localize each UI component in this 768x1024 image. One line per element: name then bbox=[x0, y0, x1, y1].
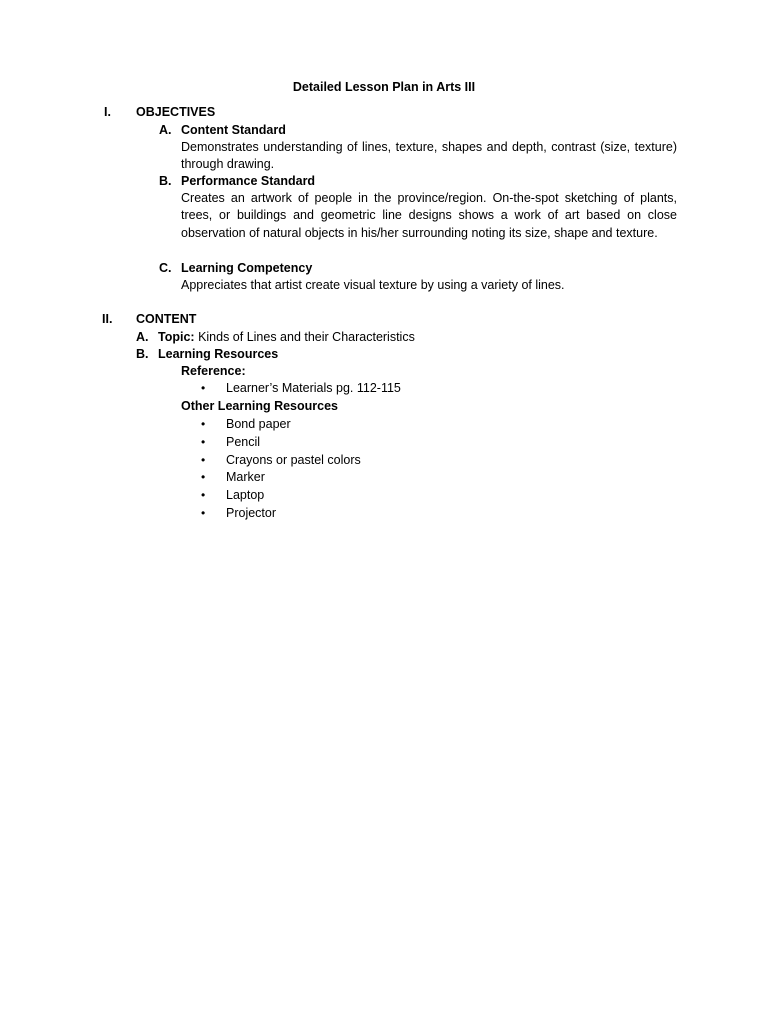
subsection-letter: C. bbox=[159, 260, 172, 275]
topic-line bbox=[158, 329, 415, 346]
list-item: Learner’s Materials pg. 112-115 bbox=[226, 381, 401, 395]
document-title: Detailed Lesson Plan in Arts III bbox=[292, 80, 476, 94]
bullet-icon: • bbox=[201, 506, 206, 520]
list-item: Crayons or pastel colors bbox=[226, 452, 361, 467]
section-numeral: I. bbox=[104, 105, 111, 119]
bullet-icon: • bbox=[201, 452, 206, 467]
topic-label: Topic: bbox=[158, 329, 195, 344]
list-item: Projector bbox=[226, 506, 277, 520]
subsection-letter: B. bbox=[159, 174, 172, 188]
list-item: Bond paper bbox=[226, 416, 291, 431]
subsection-heading: Learning Resources bbox=[158, 346, 279, 361]
topic-text: Kinds of Lines and their Characteristics bbox=[198, 329, 415, 344]
other-resources-label: Other Learning Resources bbox=[181, 399, 338, 413]
bullet-icon: • bbox=[201, 488, 206, 502]
learning-competency-text: Appreciates that artist create visual texture by using a variety of lines. bbox=[181, 277, 565, 292]
list-item: Laptop bbox=[226, 488, 265, 502]
section-numeral: II. bbox=[102, 312, 113, 326]
bullet-icon: • bbox=[201, 416, 206, 431]
list-item: Marker bbox=[226, 470, 265, 484]
bullet-icon: • bbox=[201, 434, 206, 449]
performance-standard-text: Creates an artwork of people in the province/region. On-the-spot sketching of plants, trees, or buildings and geometric line designs shows a work of art based on close observation of natural objects in his/her surrounding noting its size, shape and texture. bbox=[181, 191, 677, 240]
subsection-heading: Learning Competency bbox=[181, 260, 313, 275]
bullet-icon: • bbox=[201, 381, 206, 395]
reference-label: Reference: bbox=[181, 364, 246, 378]
subsection-letter: B. bbox=[136, 346, 149, 361]
subsection-heading: Content Standard bbox=[181, 122, 286, 137]
bullet-icon: • bbox=[201, 470, 206, 484]
subsection-letter: A. bbox=[136, 329, 149, 344]
list-item: Pencil bbox=[226, 434, 261, 449]
section-heading: CONTENT bbox=[136, 312, 197, 326]
subsection-heading: Performance Standard bbox=[181, 174, 316, 188]
section-heading: OBJECTIVES bbox=[136, 105, 216, 119]
content-standard-text: Demonstrates understanding of lines, texture, shapes and depth, contrast (size, texture) through drawing. bbox=[181, 139, 677, 171]
subsection-letter: A. bbox=[159, 122, 172, 137]
